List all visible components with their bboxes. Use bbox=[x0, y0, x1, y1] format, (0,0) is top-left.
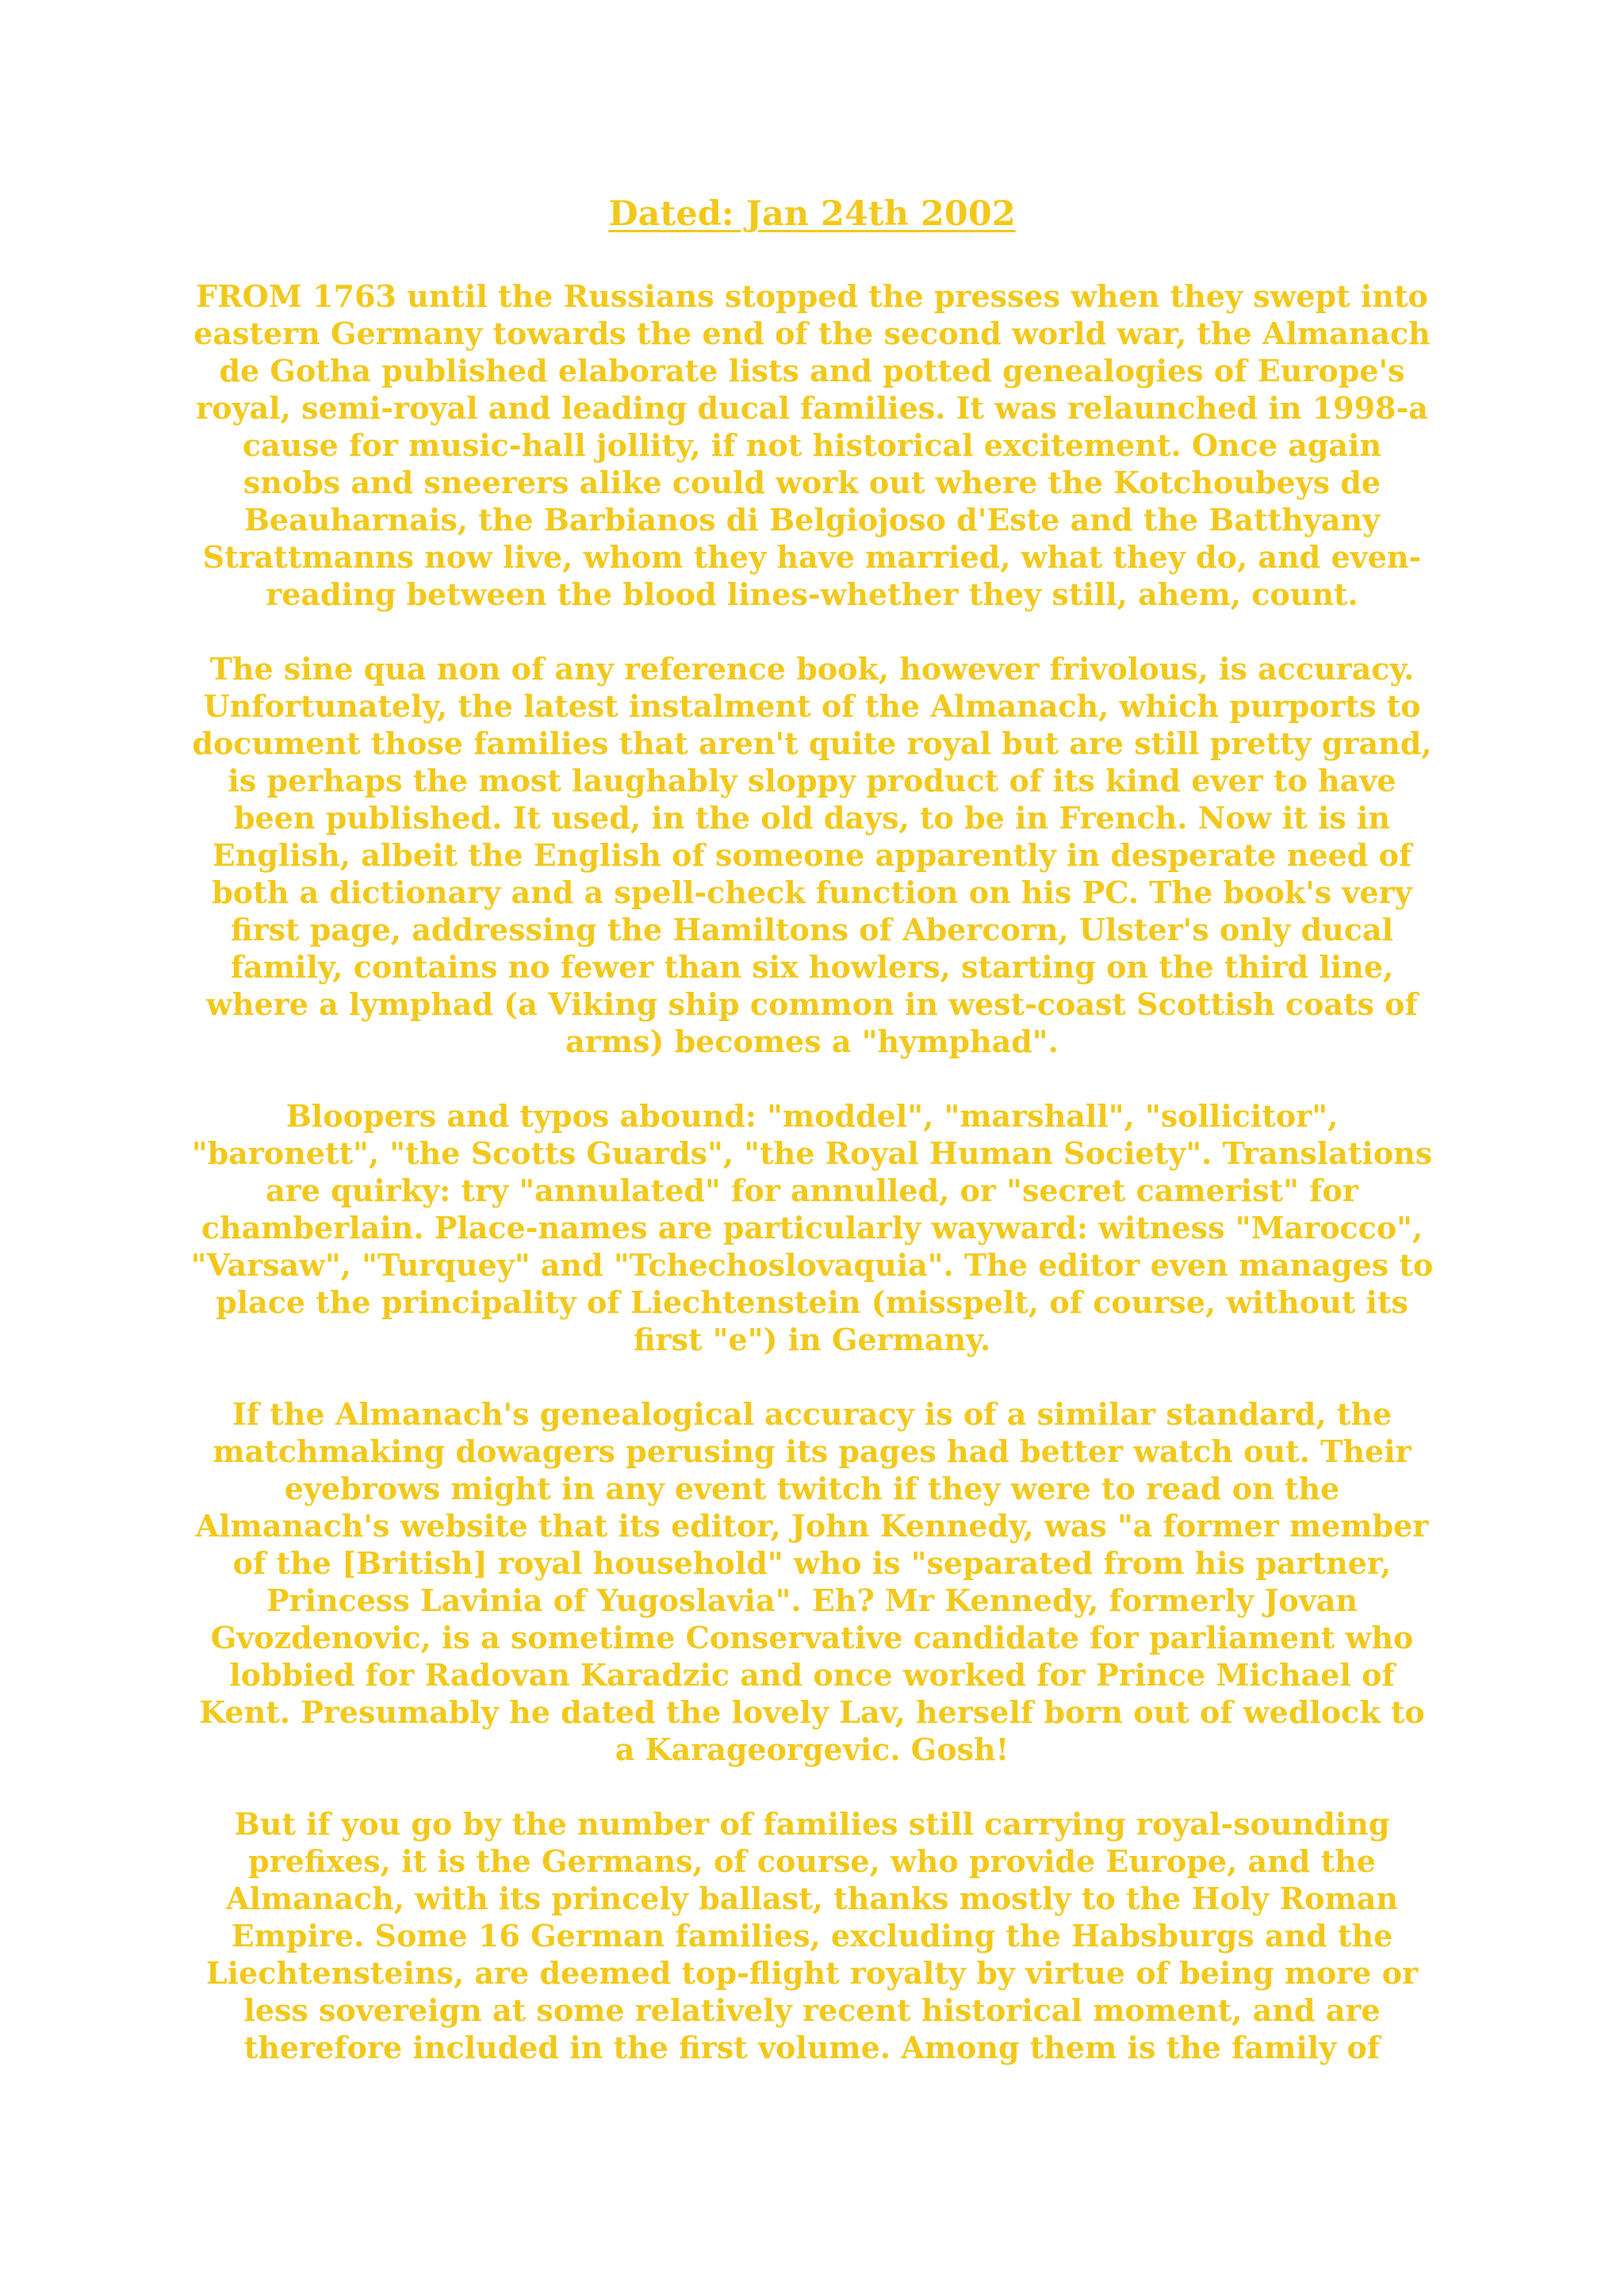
paragraph-2: The sine qua non of any reference book, however frivolous, is accuracy. Unfortunately, the latest instalment of the Almanach, which purports to document those families that aren't quite royal but are still pretty grand, is perhaps the most laughably sloppy product of its kind ever to have been published. It used, in the old days, to be in French. Now it is in English, albeit the English of someone apparently in desperate need of both a dictionary and a spell-check function on his PC. The book's very first page, addressing the Hamiltons of Abercorn, Ulster's only ducal family, contains no fewer than six howlers, starting on the third line, where a lymphad (a Viking ship common in west-coast Scottish coats of arms) becomes a "hymphad". bbox=[192, 651, 1432, 1059]
paragraph-1: FROM 1763 until the Russians stopped the presses when they swept into eastern Germany towards the end of the second world war, the Almanach de Gotha published elaborate lists and potted genealogies of Europe's royal, semi-royal and leading ducal families. It was relaunched in 1998-a cause for music-hall jollity, if not historical excitement. Once again snobs and sneerers alike could work out where the Kotchoubeys de Beauharnais, the Barbianos di Belgiojoso d'Este and the Batthyany Strattmanns now live, whom they have married, what they do, and even-reading between the blood lines-whether they still, ahem, count. bbox=[193, 278, 1431, 612]
date-heading: Dated: Jan 24th 2002 bbox=[608, 194, 1016, 234]
paragraph-3: Bloopers and typos abound: "moddel", "marshall", "sollicitor", "baronett", "the Scotts Guards", "the Royal Human Society". Translations are quirky: try "annulated" for annulled, or "secret camerist" for chamberlain. Place-names are particularly wayward: witness "Marocco", "Varsaw", "Turquey" and "Tchechoslovaquia". The editor even manages to place the principality of Liechtenstein (misspelt, of course, without its first "e") in Germany. bbox=[190, 1098, 1434, 1357]
paragraph-5: But if you go by the number of families still carrying royal-sounding prefixes, it is the Germans, of course, who provide Europe, and the Almanach, with its princely ballast, thanks mostly to the Holy Roman Empire. Some 16 German families, excluding the Habsburgs and the Liechtensteins, are deemed top-flight royalty by virtue of being more or less sovereign at some relatively recent historical moment, and are therefore included in the first volume. Among them is the family of bbox=[205, 1806, 1419, 2065]
paragraph-4: If the Almanach's genealogical accuracy is of a similar standard, the matchmaking dowagers perusing its pages had better watch out. Their eyebrows might in any event twitch if they were to read on the Almanach's website that its editor, John Kennedy, was "a former member of the [British] royal household" who is "separated from his partner, Princess Lavinia of Yugoslavia". Eh? Mr Kennedy, formerly Jovan Gvozdenovic, is a sometime Conservative candidate for parliament who lobbied for Radovan Karadzic and once worked for Prince Michael of Kent. Presumably he dated the lovely Lav, herself born out of wedlock to a Karageorgevic. Gosh! bbox=[195, 1396, 1429, 1767]
document-page bbox=[190, 190, 1434, 2103]
